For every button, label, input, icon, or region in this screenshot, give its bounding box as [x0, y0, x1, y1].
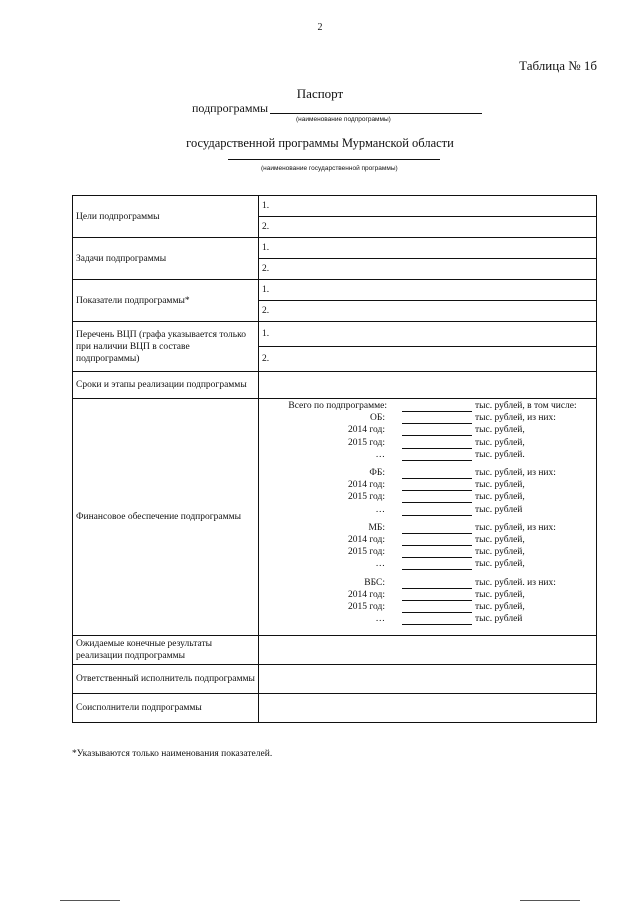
- financing-line-unit: тыс. рублей,: [475, 547, 525, 558]
- results-value: [259, 636, 597, 665]
- financing-line-label: …: [375, 614, 385, 625]
- coexecutors-value: [259, 694, 597, 723]
- financing-amount-line: [402, 515, 472, 516]
- tasks-label: Задачи подпрограммы: [73, 238, 259, 280]
- financing-amount-line: [402, 460, 472, 461]
- financing-amount-line: [402, 478, 472, 479]
- financing-amount-line: [402, 600, 472, 601]
- financing-line-label: 2015 год:: [348, 437, 385, 448]
- state-program-title: государственной программы Мурманской области: [186, 136, 454, 150]
- indicators-item-2: 2.: [259, 301, 597, 322]
- financing-line-unit: тыс. рублей,: [475, 480, 525, 491]
- table-row-executor: [73, 665, 597, 694]
- table-row-tasks: [73, 238, 597, 259]
- subprogram-label: подпрограммы: [192, 101, 269, 115]
- table-row-terms: [73, 372, 597, 399]
- financing-line-unit: тыс. рублей, в том числе:: [475, 401, 577, 411]
- financing-line-unit: тыс. рублей. из них:: [475, 577, 556, 588]
- financing-line-unit: тыс. рублей,: [475, 437, 525, 448]
- terms-label: Сроки и этапы реализации подпрограммы: [73, 372, 259, 399]
- subprogram-hint: (наименование подпрограммы): [296, 116, 391, 123]
- financing-line-unit: тыс. рублей,: [475, 602, 525, 612]
- goals-label: Цели подпрограммы: [73, 196, 259, 238]
- financing-line-unit: тыс. рублей: [475, 614, 523, 625]
- financing-amount-line: [402, 502, 472, 503]
- vcp-item-1: 1.: [259, 322, 597, 347]
- financing-amount-line: [402, 588, 472, 589]
- financing-line-label: ВБС:: [364, 577, 385, 588]
- tasks-item-2: 2.: [259, 259, 597, 280]
- financing-line-label: 2014 год:: [348, 589, 385, 600]
- tasks-item-1: 1.: [259, 238, 597, 259]
- financing-line-label: 2015 год:: [348, 602, 385, 612]
- table-row-coexecutors: [73, 694, 597, 723]
- financing-amount-line: [402, 533, 472, 534]
- financing-line-unit: тыс. рублей: [475, 504, 523, 515]
- financing-line-label: 2015 год:: [348, 492, 385, 503]
- financing-line-unit: тыс. рублей,: [475, 492, 525, 503]
- state-program-name-line: [228, 159, 440, 160]
- financing-amount-line: [402, 545, 472, 546]
- vcp-item-2: 2.: [259, 347, 597, 372]
- subprogram-name-line: [270, 113, 482, 114]
- financing-amount-line: [402, 612, 472, 613]
- executor-label: Ответственный исполнитель подпрограммы: [73, 665, 259, 694]
- financing-amount-line: [402, 435, 472, 436]
- indicators-item-1: 1.: [259, 280, 597, 301]
- bottom-rule-right: [520, 900, 580, 901]
- financing-amount-line: [402, 624, 472, 625]
- financing-line-label: …: [375, 449, 385, 460]
- passport-table: [72, 195, 597, 723]
- financing-line-label: ОБ:: [370, 413, 385, 424]
- table-row-indicators: [73, 280, 597, 301]
- state-program-hint: (наименование государственной программы): [261, 165, 398, 172]
- financing-lines: [262, 399, 593, 635]
- financing-amount-line: [402, 490, 472, 491]
- financing-amount-line: [402, 557, 472, 558]
- coexecutors-label: Соисполнители подпрограммы: [73, 694, 259, 723]
- financing-line-unit: тыс. рублей,: [475, 589, 525, 600]
- financing-line-label: ФБ:: [369, 468, 385, 478]
- financing-line-label: …: [375, 504, 385, 515]
- page-number: 2: [317, 22, 323, 33]
- page-title: Паспорт: [296, 86, 344, 101]
- financing-line-label: 2014 год:: [348, 480, 385, 491]
- financing-amount-line: [402, 423, 472, 424]
- financing-line-unit: тыс. рублей, из них:: [475, 522, 556, 533]
- terms-value: [259, 372, 597, 399]
- table-row-goals: [73, 196, 597, 217]
- financing-amount-line: [402, 448, 472, 449]
- financing-line-unit: тыс. рублей,: [475, 535, 525, 545]
- financing-line-label: 2014 год:: [348, 425, 385, 436]
- table-row-financing: [73, 399, 597, 636]
- financing-line-unit: тыс. рублей.: [475, 449, 525, 460]
- footnote: *Указываются только наименования показателей.: [72, 749, 273, 759]
- table-label: Таблица № 1б: [519, 58, 597, 73]
- vcp-label: Перечень ВЦП (графа указывается только при наличии ВЦП в составе подпрограммы): [73, 322, 259, 372]
- financing-line-unit: тыс. рублей,: [475, 559, 525, 570]
- goals-item-2: 2.: [259, 217, 597, 238]
- financing-amount-line: [402, 569, 472, 570]
- table-row-vcp: [73, 322, 597, 347]
- results-label: Ожидаемые конечные результаты реализации подпрограммы: [73, 636, 259, 665]
- financing-line-unit: тыс. рублей,: [475, 425, 525, 436]
- financing-line-label: …: [375, 559, 385, 570]
- financing-label: Финансовое обеспечение подпрограммы: [73, 399, 259, 636]
- financing-value: [259, 399, 597, 636]
- financing-line-label: Всего по подпрограмме:: [288, 401, 387, 411]
- bottom-rule-left: [60, 900, 120, 901]
- financing-line-unit: тыс. рублей, из них:: [475, 468, 556, 478]
- executor-value: [259, 665, 597, 694]
- indicators-label: Показатели подпрограммы*: [73, 280, 259, 322]
- table-row-results: [73, 636, 597, 665]
- financing-amount-line: [402, 411, 472, 412]
- goals-item-1: 1.: [259, 196, 597, 217]
- financing-line-label: 2015 год:: [348, 547, 385, 558]
- financing-line-unit: тыс. рублей, из них:: [475, 413, 556, 424]
- financing-line-label: МБ:: [368, 522, 385, 533]
- financing-line-label: 2014 год:: [348, 535, 385, 545]
